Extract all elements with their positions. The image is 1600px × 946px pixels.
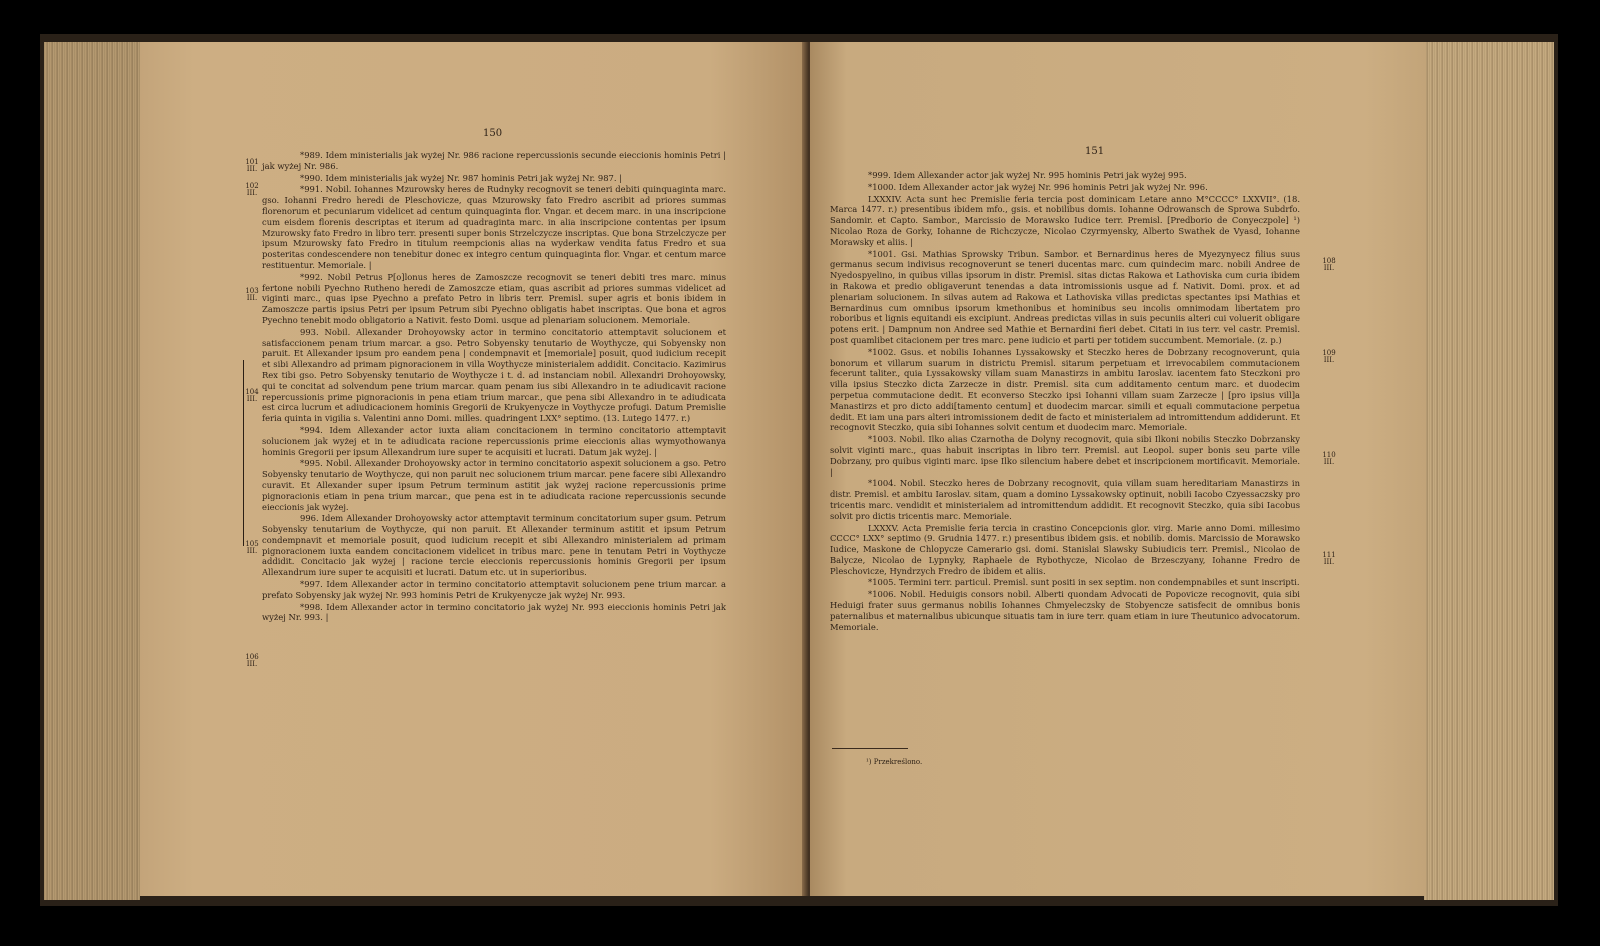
entry-1001: *1001. Gsi. Mathias Sprowsky Tribun. Sambor. et Bernardinus heres de Myezynyecz filius suus germanus secum indivisus recognoverunt se teneri ducentas marc. cum quindecim marc. nobili Andree de Nyedospyelino, in quibus villas ipsorum in distr. Premisl. sitas dictas Rakowa et Lathoviska cum curia ibidem in Rakowa et predio obligaverunt tenendas a data intromissionis usque ad f. Nativit. Domi. prox. et ad plenariam solucionem. In silvas autem ad Rakowa et Lathoviska villas predictas spectantes ipsi Mathias et Bernardinus cum omnibus ipsorum kmethonibus et hominibus seu incolis omnimodam libertatem pro roboribus et lignis equitandi eis excipiunt. Andreas predictas villas in suis pecuniis alteri cui voluerit obligare potens erit. | Dampnum non Andree sed Mathie et Bernardini fieri debet. Citati in ius terr. vel castr. Premisl. post quamlibet citacionem per tres marc. pene iudicio et parti per totidem succumbent. Memoriale. (z. p.) <box>830 248 1300 345</box>
open-book <box>40 34 1558 906</box>
entry-991: *991. Nobil. Iohannes Mzurowsky heres de Rudnyky recognovit se teneri debiti quinquaginta marc. gso. Iohanni Fredro heredi de Pleschovicze, quas Mzurowsky fato Fredro ascribit ad priores summas florenorum et pecuniarum videlicet ad centum quinquaginta flor. Vngar. et decem marc. in una inscripcione cum eisdem florenis descriptas et iterum ad quadraginta marc. in alia inscripcione contentas per ipsum Mzurowsky fato Fredro in libro terr. presenti super bonis Strzelczycze inscriptas. Que bona Strzelczycze per ipsum Mzurowsky fato Fredro in titulum reempcionis alias na wyderkaw vendita fatus Fredro et sua posteritas condescendere non tenebitur donec ex integro centum quinquaginta flor. Vngar. et centum marce restituentur. Memoriale. | <box>262 184 726 270</box>
margin-note: 110 III. <box>1322 451 1336 466</box>
left-page-edges <box>44 42 140 900</box>
footnote-rule <box>832 748 908 749</box>
session-heading-lxxxiv: LXXXIV. Acta sunt hec Premislie feria tercia post dominicam Letare anno M°CCCC° LXXVII°. (18. Marca 1477. r.) presentibus ibidem mfo., gsis. et nobilibus domis. Iohanne Odrowansch de Sprowa Subdrfo. Sandomir. et Capto. Sambor., Marcissio de Morawsko Iudice terr. Premisl. [Predborio de Conyeczpole] ¹) Nicolao Roza de Gorky, Iohanne de Richczycze, Nicolao Czyrmyensky, Alberto Swathek de Vyasd, Iohanne Morawsky et aliis. | <box>830 193 1300 247</box>
margin-note: 109 III. <box>1322 349 1336 364</box>
left-page-text <box>262 150 726 624</box>
right-page-text <box>830 170 1300 633</box>
right-page <box>810 42 1426 896</box>
right-page-number: 151 <box>1085 146 1105 157</box>
footnote: ¹) Przekreślono. <box>866 758 923 766</box>
session-heading-lxxxv: LXXXV. Acta Premislie feria tercia in crastino Concepcionis glor. virg. Marie anno Domi. millesimo CCCC° LXX° septimo (9. Grudnia 1477. r.) presentibus ibidem gsis. et nobilib. domis. Marcissio de Morawsko Iudice, Maskone de Chlopycze Camerario gsi. domi. Stanislai Slawsky Subiudicis terr. Premisl., Nicolao de Balycze, Nicolao de Lypnyky, Raphaele de Rybothycze, Nicolao de Brzesczyany, Iohanne Fredro de Pleschovicze, Hyndrzych Fredro de ibidem et aliis. <box>830 522 1300 576</box>
entry-995: *995. Nobil. Allexander Drohoyowsky actor in termino concitatorio aspexit solucionem a gso. Petro Sobyensky tenutario de Woythycze, qui non paruit nec solucionem trium marcar. pene facere sibi Allexandro curavit. Et Allexander super ipsum Petrum terminum astitit jak wyżej racione repercussionis prime pignoracionis etiam in pena trium marcar., que pena est in te adiudicata racione repercussionis secunde eieccionis jak wyżej. <box>262 458 726 512</box>
margin-note: 104 III. <box>245 388 259 403</box>
entry-999: *999. Idem Allexander actor jak wyżej Nr. 995 hominis Petri jak wyżej 995. <box>868 170 1187 180</box>
entry-994: *994. Idem Allexander actor iuxta aliam concitacionem in termino concitatorio attemptavit solucionem jak wyżej et in te adiudicata racione repercussionis prime eieccionis alias wymyothowanya hominis Gregorii per ipsum Allexandrum iure super te acquisiti et lucrati. Datum jak wyżej. | <box>262 424 726 457</box>
entry-998: *998. Idem Allexander actor in termino concitatorio jak wyżej Nr. 993 eieccionis hominis Petri jak wyżej Nr. 993. | <box>262 601 726 623</box>
entry-1002: *1002. Gsus. et nobilis Iohannes Lyssakowsky et Steczko heres de Dobrzany recognoverunt, quia bonorum et villarum suarum in districtu Premisl. sitarum perpetuam et irrevocabilem commutacionem fecerunt taliter., quia Lyssakowsky villam suam Manastirzs in ambitu Iaroslav. iacentem fato Steczkoni pro villa ipsius Steczko dicta Zarzecze in distr. Premisl. sita cum additamento centum marc. et duodecim perpetua commutacione dedit. Et econverso Steczko ipsi Iohanni villam suam Zarzecze | [pro ipsius vill]a Manastirzs et pro dicto addi[tamento centum] et duodecim marcar. simili et equali commutacione perpetua dedit. Et iam una pars alteri intromissionem dedit de facto et ministerialem ad intromittendum addiderunt. Et recognovit Steczko, quia sibi Iohannes solvit centum et duodecim marc. Memoriale. <box>830 346 1300 433</box>
entry-1004: *1004. Nobil. Steczko heres de Dobrzany recognovit, quia villam suam hereditariam Manastirzs in distr. Premisl. et ambitu Iaroslav. sitam, quam a domino Lyssakowsky optinuit, nobili Iacobo Czyessaczsky pro tricentis marc. vendidit et ministerialem ad intromittendum addidit. Et recognovit Steczko, quia sibi Iacobus solvit pro dictis tricentis marc. Memoriale. <box>830 478 1300 521</box>
entry-990: *990. Idem ministerialis jak wyżej Nr. 987 hominis Petri jak wyżej Nr. 987. | <box>300 172 623 183</box>
entry-1003: *1003. Nobil. Ilko alias Czarnotha de Dolyny recognovit, quia sibi Ilkoni nobilis Steczko Dobrzansky solvit viginti marc., quas habuit inscriptas in libro terr. Premisl. aut Leopol. super bonis seu parte ville Dobrzany, pro quibus viginti marc. ipse Ilko silencium habere debet et inscripcionem mortificavit. Memoriale. | <box>830 434 1300 477</box>
entry-989: *989. Idem ministerialis jak wyżej Nr. 986 racione repercussionis secunde eieccionis hominis Petri | jak wyżej Nr. 986. <box>262 150 726 171</box>
margin-note: 106 III. <box>245 653 259 668</box>
margin-note: 108 III. <box>1322 257 1336 272</box>
entry-1000: *1000. Idem Allexander actor jak wyżej Nr. 996 hominis Petri jak wyżej Nr. 996. <box>868 181 1208 192</box>
entry-1005: *1005. Termini terr. particul. Premisl. sunt positi in sex septim. non condempnabiles et sunt inscripti. <box>868 577 1300 588</box>
entry-993: 993. Nobil. Allexander Drohoyowsky actor in termino concitatorio attemptavit solucionem et satisfaccionem penam trium marcar. a gso. Petro Sobyensky tenutario de Woythycze, qui Sobyensky non paruit. Et Allexander ipsum pro eandem pena | condempnavit et [memoriale] posuit, quod iudicium recepit et sibi Allexandro ad primam pignoracionem in villa Woythycze ministerialem addidit. Concitacio. Kazimirus Rex tibi gso. Petro Sobyensky tenutario de Woythycze i t. d. ad instanciam nobil. Allexandri Drohoyowsky, qui te concitat ad solvendum pene trium marcar. quam penam ius sibi Allexandro in te adiudicavit racione repercussionis prime pignoracionis in pena etiam trium marcar., que pena sibi Allexandro in te adiudicata est circa lucrum et adiudicacionem hominis Gregorii de Krukyenycze in Voythycze profugi. Datum Premislie feria quinta in vigilia s. Valentini anno Domi. milles. quadringent LXX° septimo. (13. Lutego 1477. r.) <box>262 326 726 424</box>
entry-1006: *1006. Nobil. Heduigis consors nobil. Alberti quondam Advocati de Popovicze recognovit, quia sibi Heduigi frater suus germanus nobilis Iohannes Chmyeleczsky de Stobyencze satisfecit de omnibus bonis paternalibus et maternalibus ubicunque situatis tam in iure terr. quam etiam in iure Theutunico advocatorum. Memoriale. <box>830 589 1300 632</box>
right-page-edges <box>1424 42 1554 900</box>
margin-note: 102 III. <box>245 182 259 197</box>
entry-992: *992. Nobil Petrus P[o]lonus heres de Zamoszcze recognovit se teneri debiti tres marc. minus fertone nobili Pyechno Rutheno heredi de Zamoszcze etiam, quas ascribit ad priores summas videlicet ad viginti marc., quas ipse Pyechno a prefato Petro in libris terr. Premisl. super agris et bonis ibidem in Zamoszcze partis ipsius Petri per ipsum Petrum sibi Pyechno obligatis habet inscriptas. Que bona et agros Pyechno tenebit modo obligatorio a Nativit. festo Domi. usque ad plenariam solucionem. Memoriale. <box>262 271 726 325</box>
margin-bracket-line <box>243 360 244 546</box>
margin-note: 111 III. <box>1322 551 1336 566</box>
left-page-number: 150 <box>483 128 503 139</box>
entry-996: 996. Idem Allexander Drohoyowsky actor attemptavit terminum concitatorium super gsum. Petrum Sobyensky tenutarium de Voythycze, qui non paruit. Et Allexander terminum astitit et ipsum Petrum condempnavit et memoriale posuit, quod iudicium recepit et sibi Allexandro ministerialem ad primam pignoracionem iuxta eandem concitacionem videlicet in tribus marc. pene in tenutam Petri in Voythycze addidit. Concitacio jak wyżej | racione tercie eieccionis repercussionis hominis Gregorii per ipsum Allexandrum iure super te acquisiti et lucrati. Datum etc. ut in superioribus. <box>262 513 726 578</box>
entry-997: *997. Idem Allexander actor in termino concitatorio attemptavit solucionem pene trium marcar. a prefato Sobyensky jak wyżej Nr. 993 hominis Petri de Krukyenycze jak wyżej Nr. 993. <box>262 579 726 600</box>
margin-note: 101 III. <box>245 158 259 173</box>
margin-note: 105 III. <box>245 540 259 555</box>
margin-note: 103 III. <box>245 287 259 302</box>
left-page <box>140 42 810 896</box>
